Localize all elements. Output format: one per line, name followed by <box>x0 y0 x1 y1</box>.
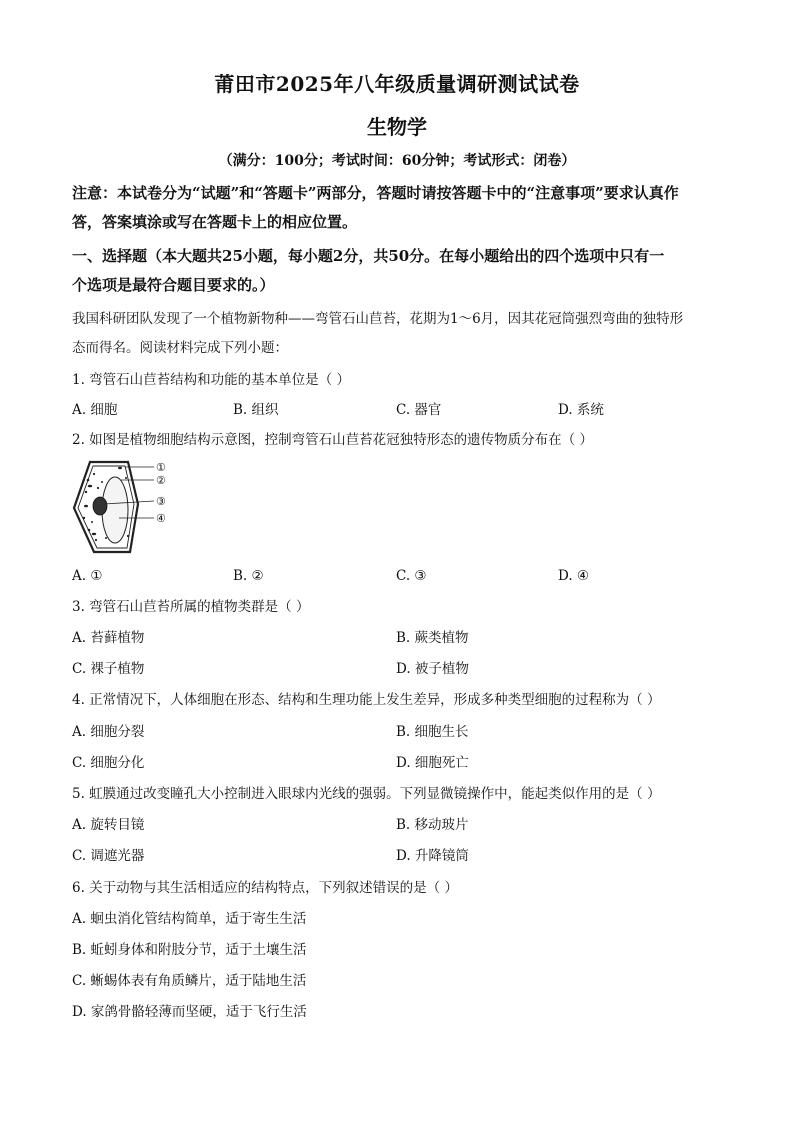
notice-line-1: 注意：本试卷分为“试题”和“答题卡”两部分，答题时请按答题卡中的“注意事项”要求认真作 <box>72 184 679 202</box>
diagram-label-3: ③ <box>156 495 166 508</box>
question-3-option-d[interactable]: D. 被子植物 <box>396 661 469 677</box>
plant-cell-diagram <box>72 458 176 558</box>
question-2-option-c[interactable]: C. ③ <box>396 568 427 584</box>
question-3-option-c[interactable]: C. 裸子植物 <box>72 661 145 677</box>
question-4-option-d[interactable]: D. 细胞死亡 <box>396 755 469 771</box>
question-1-option-d[interactable]: D. 系统 <box>558 402 604 418</box>
question-1-option-c[interactable]: C. 器官 <box>396 402 442 418</box>
nucleus <box>93 497 107 515</box>
question-3-option-b[interactable]: B. 蕨类植物 <box>396 630 469 646</box>
exam-title: 莆田市2025年八年级质量调研测试试卷 <box>214 72 580 96</box>
question-4-option-b[interactable]: B. 细胞生长 <box>396 724 469 740</box>
subject-title: 生物学 <box>367 115 427 139</box>
question-3-stem: 3. 弯管石山苣苔所属的植物类群是（ ） <box>72 599 310 615</box>
question-3-option-a[interactable]: A. 苔藓植物 <box>72 630 145 646</box>
question-1-stem: 1. 弯管石山苣苔结构和功能的基本单位是（ ） <box>72 372 350 388</box>
question-1-option-a[interactable]: A. 细胞 <box>72 402 118 418</box>
diagram-labels <box>156 461 166 525</box>
exam-meta: （满分：100分；考试时间：60分钟；考试形式：闭卷） <box>218 153 576 169</box>
diagram-label-4: ④ <box>156 512 166 525</box>
question-5-option-d[interactable]: D. 升降镜筒 <box>396 848 469 864</box>
question-2-option-d[interactable]: D. ④ <box>558 568 590 584</box>
section-heading-line-2: 个选项是最符合题目要求的。） <box>72 276 275 294</box>
question-5-option-a[interactable]: A. 旋转目镜 <box>72 817 145 833</box>
question-6-option-a[interactable]: A. 蛔虫消化管结构简单，适于寄生生活 <box>72 911 307 927</box>
question-6-stem: 6. 关于动物与其生活相适应的结构特点，下列叙述错误的是（ ） <box>72 880 458 896</box>
question-6-option-b[interactable]: B. 蚯蚓身体和附肢分节，适于土壤生活 <box>72 942 307 958</box>
question-6-option-d[interactable]: D. 家鸽骨骼轻薄而坚硬，适于飞行生活 <box>72 1004 307 1020</box>
question-5-stem: 5. 虹膜通过改变瞳孔大小控制进入眼球内光线的强弱。下列显微镜操作中，能起类似作用的是（ ） <box>72 786 661 802</box>
diagram-label-1: ① <box>156 461 166 474</box>
material-line-1: 我国科研团队发现了一个植物新物种——弯管石山苣苔，花期为1～6月，因其花冠筒强烈弯曲的独特形 <box>72 311 684 327</box>
question-2-option-a[interactable]: A. ① <box>72 568 103 584</box>
section-heading-line-1: 一、选择题（本大题共25小题，每小题2分，共50分。在每小题给出的四个选项中只有一 <box>72 247 665 265</box>
notice-line-2: 答，答案填涂或写在答题卡上的相应位置。 <box>72 213 358 231</box>
question-5-option-c[interactable]: C. 调遮光器 <box>72 848 145 864</box>
question-1-option-b[interactable]: B. 组织 <box>233 402 279 418</box>
question-6-option-c[interactable]: C. 蜥蜴体表有角质鳞片，适于陆地生活 <box>72 973 307 989</box>
question-4-stem: 4. 正常情况下，人体细胞在形态、结构和生理功能上发生差异，形成多种类型细胞的过程称为（ ） <box>72 692 661 708</box>
question-2-stem: 2. 如图是植物细胞结构示意图，控制弯管石山苣苔花冠独特形态的遗传物质分布在（ ） <box>72 432 593 448</box>
question-4-option-a[interactable]: A. 细胞分裂 <box>72 724 145 740</box>
diagram-label-2: ② <box>156 474 166 487</box>
question-2-option-b[interactable]: B. ② <box>233 568 264 584</box>
material-line-2: 态而得名。阅读材料完成下列小题： <box>72 340 288 356</box>
question-4-option-c[interactable]: C. 细胞分化 <box>72 755 145 771</box>
question-5-option-b[interactable]: B. 移动玻片 <box>396 817 469 833</box>
